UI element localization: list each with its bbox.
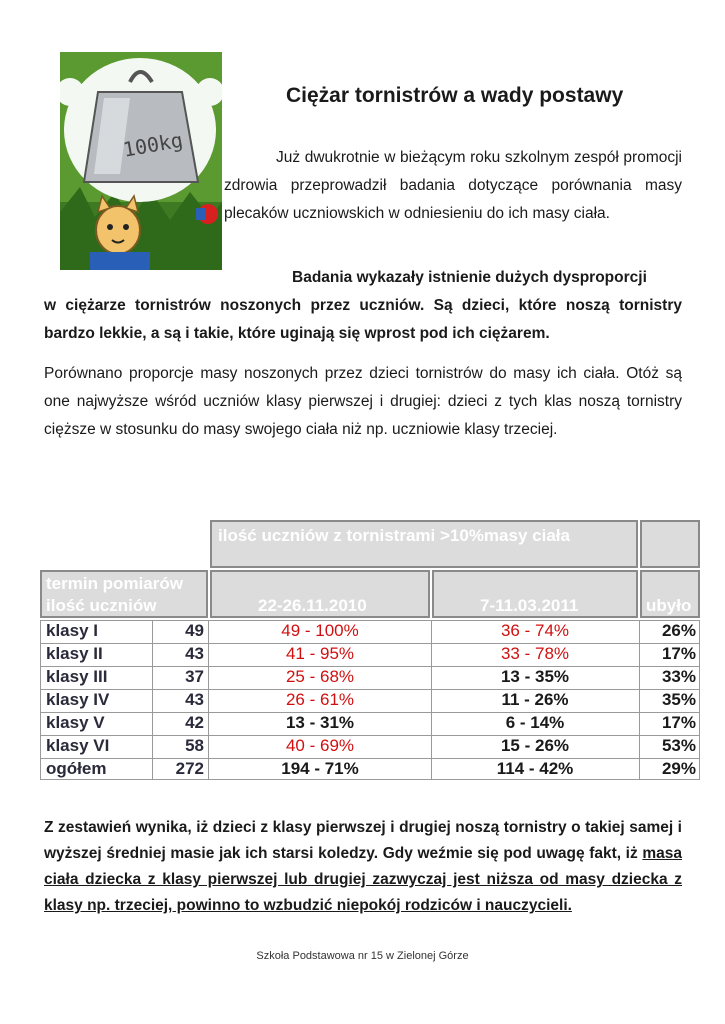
table-cell-m1: 40 - 69% xyxy=(285,736,355,755)
grid-line xyxy=(208,620,209,780)
table-cell-ubylo: 29% xyxy=(661,759,696,778)
table-cell-klasa: klasy V xyxy=(46,713,105,732)
table-cell-ubylo: 35% xyxy=(661,690,696,709)
table-cell-ubylo: 17% xyxy=(661,644,696,663)
table-cell-m2: 33 - 78% xyxy=(500,644,570,663)
date1-header-cell xyxy=(210,570,430,618)
table-cell-ubylo: 53% xyxy=(661,736,696,755)
table-cell-ubylo: 26% xyxy=(661,621,696,640)
table-cell-klasa: klasy II xyxy=(46,644,103,663)
table-cell-m2: 15 - 26% xyxy=(500,736,570,755)
table-cell-m1: 26 - 61% xyxy=(285,690,355,709)
table-cell-m1: 194 - 71% xyxy=(281,759,359,778)
table-cell-n: 37 xyxy=(185,667,204,686)
table-cell-m2: 36 - 74% xyxy=(500,621,570,640)
table-cell-klasa: ogółem xyxy=(46,759,107,778)
table-cell-m1: 41 - 95% xyxy=(285,644,355,663)
decrease-header-cell xyxy=(640,570,700,618)
table-cell-n: 272 xyxy=(175,759,204,778)
date1-header-label: 22-26.11.2010 xyxy=(258,596,367,615)
comparison-paragraph: Porównano proporcje masy noszonych przez dzieci tornistrów do masy ich ciała. Otóż są one najwyższe wśród uczniów klasy pierwszej i drugiej: dzieci z tych klas noszą tornistry cięższe w stosunku do masy swojego ciała niż np. uczniowie klasy trzeciej. xyxy=(44,365,682,438)
table-cell-m1: 13 - 31% xyxy=(285,713,355,732)
group-header-cell xyxy=(210,520,638,568)
group-header-label: ilość uczniów z tornistrami >10%masy ciała xyxy=(218,526,570,545)
table-cell-m2: 6 - 14% xyxy=(505,713,565,732)
page-title: Ciężar tornistrów a wady postawy xyxy=(286,84,624,107)
weight-cat-image xyxy=(60,52,222,270)
conclusion-paragraph xyxy=(44,815,682,919)
decrease-header-label: ubyło xyxy=(646,596,692,615)
finding-first-line: Badania wykazały istnienie dużych dysproporcji xyxy=(292,269,647,286)
page-footer: Szkoła Podstawowa nr 15 w Zielonej Górze xyxy=(256,950,469,962)
table-cell-n: 49 xyxy=(185,621,204,640)
term-header-label: termin pomiarów xyxy=(46,574,183,593)
grid-line xyxy=(152,620,153,780)
table-cell-klasa: klasy IV xyxy=(46,690,110,709)
conclusion-underlined-text: masa ciała dziecka z klasy pierwszej lub drugiej zazwyczaj jest niższa od masy dziecka z klasy np. trzeciej, powinno to wzbudzić niepokój rodziców i nauczycieli. xyxy=(44,845,682,914)
count-header-label: ilość uczniów xyxy=(46,596,157,615)
weight-label: 100kg xyxy=(121,127,185,162)
table-cell-m1: 25 - 68% xyxy=(285,667,355,686)
table-cell-m2: 13 - 35% xyxy=(500,667,570,686)
table-cell-m1: 49 - 100% xyxy=(281,621,359,640)
finding-paragraph xyxy=(44,264,682,348)
term-header-cell xyxy=(40,570,208,618)
table-cell-klasa: klasy III xyxy=(46,667,108,686)
table-cell-klasa: klasy I xyxy=(46,621,98,640)
table-cell-n: 43 xyxy=(185,644,204,663)
table-cell-n: 42 xyxy=(185,713,204,732)
date2-header-label: 7-11.03.2011 xyxy=(480,596,579,615)
table-cell-ubylo: 17% xyxy=(661,713,696,732)
conclusion-text: Z zestawień wynika, iż dzieci z klasy pierwszej i drugiej noszą tornistry o takiej samej i wyższej średniej masie jak ich starsi koledzy. Gdy weźmie się pod uwagę fakt, iż xyxy=(44,819,682,862)
table-cell-n: 43 xyxy=(185,690,204,709)
finding-rest: w ciężarze tornistrów noszonych przez uczniów. Są dzieci, które noszą tornistry bardzo lekkie, a są i takie, które uginają się wprost pod ich ciężarem. xyxy=(44,297,682,342)
table-cell-ubylo: 33% xyxy=(661,667,696,686)
table-cell-m2: 114 - 42% xyxy=(496,759,574,778)
group-header-empty-cell xyxy=(640,520,700,568)
illustration-weight-cat xyxy=(60,52,222,270)
table-cell-n: 58 xyxy=(185,736,204,755)
table-cell-klasa: klasy VI xyxy=(46,736,110,755)
intro-paragraph: Już dwukrotnie w bieżącym roku szkolnym zespół promocji zdrowia przeprowadził badania dotyczące porównania masy plecaków uczniowskich w odniesieniu do ich masy ciała. xyxy=(224,149,682,222)
table-cell-m2: 11 - 26% xyxy=(501,690,569,709)
date2-header-cell xyxy=(432,570,638,618)
